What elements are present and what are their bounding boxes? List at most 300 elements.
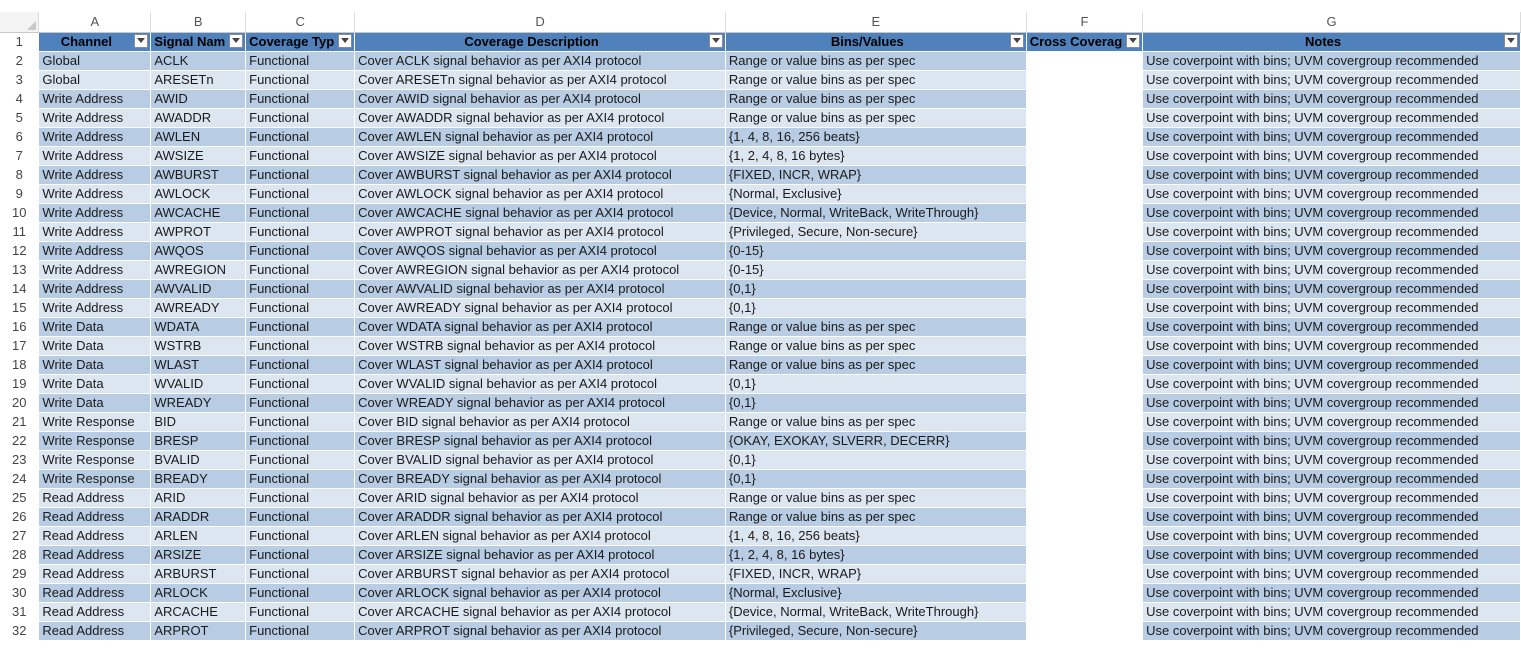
cell-signal-name[interactable]: AWLOCK: [151, 184, 246, 203]
row-number[interactable]: 29: [0, 564, 39, 583]
cell-channel[interactable]: Global: [39, 70, 151, 89]
header-notes[interactable]: [1143, 32, 1521, 51]
row-number[interactable]: 27: [0, 526, 39, 545]
cell-coverage-type[interactable]: Functional: [246, 488, 355, 507]
cell-cross-coverage[interactable]: [1026, 279, 1142, 298]
header-coverage-description[interactable]: [355, 32, 726, 51]
cell-coverage-type[interactable]: Functional: [246, 431, 355, 450]
row-number[interactable]: 5: [0, 108, 39, 127]
row-number[interactable]: 15: [0, 298, 39, 317]
cell-bins-values[interactable]: {0,1}: [725, 298, 1026, 317]
cell-notes[interactable]: Use coverpoint with bins; UVM covergroup recommended: [1143, 241, 1521, 260]
cell-notes[interactable]: Use coverpoint with bins; UVM covergroup recommended: [1143, 336, 1521, 355]
cell-bins-values[interactable]: {1, 2, 4, 8, 16 bytes}: [725, 545, 1026, 564]
cell-coverage-description[interactable]: Cover AWREADY signal behavior as per AXI4 protocol: [355, 298, 726, 317]
row-number[interactable]: 8: [0, 165, 39, 184]
cell-signal-name[interactable]: BVALID: [151, 450, 246, 469]
column-letter-f[interactable]: F: [1026, 12, 1142, 32]
row-number[interactable]: 9: [0, 184, 39, 203]
cell-cross-coverage[interactable]: [1026, 184, 1142, 203]
table-row: [0, 70, 1521, 89]
cell-bins-values[interactable]: Range or value bins as per spec: [725, 70, 1026, 89]
table-row: [0, 602, 1521, 621]
cell-notes[interactable]: Use coverpoint with bins; UVM covergroup recommended: [1143, 317, 1521, 336]
row-number[interactable]: 13: [0, 260, 39, 279]
cell-channel[interactable]: Write Data: [39, 374, 151, 393]
cell-notes[interactable]: Use coverpoint with bins; UVM covergroup recommended: [1143, 70, 1521, 89]
cell-bins-values[interactable]: {1, 2, 4, 8, 16 bytes}: [725, 146, 1026, 165]
cell-bins-values[interactable]: {FIXED, INCR, WRAP}: [725, 564, 1026, 583]
cell-channel[interactable]: Write Address: [39, 146, 151, 165]
cell-cross-coverage[interactable]: [1026, 488, 1142, 507]
cell-signal-name[interactable]: AWSIZE: [151, 146, 246, 165]
cell-coverage-description[interactable]: Cover ARBURST signal behavior as per AXI4 protocol: [355, 564, 726, 583]
cell-cross-coverage[interactable]: [1026, 621, 1142, 640]
cell-coverage-description[interactable]: Cover AWSIZE signal behavior as per AXI4 protocol: [355, 146, 726, 165]
cell-coverage-type[interactable]: Functional: [246, 203, 355, 222]
cell-signal-name[interactable]: AWLEN: [151, 127, 246, 146]
cell-coverage-description[interactable]: Cover ARID signal behavior as per AXI4 protocol: [355, 488, 726, 507]
cell-bins-values[interactable]: Range or value bins as per spec: [725, 412, 1026, 431]
row-number[interactable]: 1: [0, 32, 39, 51]
cell-cross-coverage[interactable]: [1026, 412, 1142, 431]
cell-channel[interactable]: Read Address: [39, 488, 151, 507]
cell-notes[interactable]: Use coverpoint with bins; UVM covergroup recommended: [1143, 469, 1521, 488]
table-row: [0, 127, 1521, 146]
cell-cross-coverage[interactable]: [1026, 127, 1142, 146]
cell-coverage-description[interactable]: Cover WLAST signal behavior as per AXI4 protocol: [355, 355, 726, 374]
select-all-corner[interactable]: [0, 12, 39, 32]
filter-dropdown-icon[interactable]: [229, 34, 243, 48]
cell-bins-values[interactable]: Range or value bins as per spec: [725, 355, 1026, 374]
cell-channel[interactable]: Write Data: [39, 336, 151, 355]
cell-channel[interactable]: Write Response: [39, 450, 151, 469]
cell-notes[interactable]: Use coverpoint with bins; UVM covergroup recommended: [1143, 526, 1521, 545]
cell-cross-coverage[interactable]: [1026, 51, 1142, 70]
cell-bins-values[interactable]: Range or value bins as per spec: [725, 507, 1026, 526]
row-number[interactable]: 31: [0, 602, 39, 621]
row-number[interactable]: 18: [0, 355, 39, 374]
cell-cross-coverage[interactable]: [1026, 450, 1142, 469]
cell-bins-values[interactable]: Range or value bins as per spec: [725, 317, 1026, 336]
cell-cross-coverage[interactable]: [1026, 260, 1142, 279]
cell-coverage-type[interactable]: Functional: [246, 222, 355, 241]
header-signal-name[interactable]: [151, 32, 246, 51]
cell-notes[interactable]: Use coverpoint with bins; UVM covergroup recommended: [1143, 51, 1521, 70]
cell-cross-coverage[interactable]: [1026, 222, 1142, 241]
column-letter-d[interactable]: D: [355, 12, 726, 32]
cell-notes[interactable]: Use coverpoint with bins; UVM covergroup recommended: [1143, 412, 1521, 431]
cell-bins-values[interactable]: {Privileged, Secure, Non-secure}: [725, 222, 1026, 241]
cell-signal-name[interactable]: ARLOCK: [151, 583, 246, 602]
cell-bins-values[interactable]: {0,1}: [725, 374, 1026, 393]
cell-coverage-description[interactable]: Cover AWADDR signal behavior as per AXI4 protocol: [355, 108, 726, 127]
cell-coverage-type[interactable]: Functional: [246, 184, 355, 203]
cell-channel[interactable]: Write Data: [39, 317, 151, 336]
cell-bins-values[interactable]: {OKAY, EXOKAY, SLVERR, DECERR}: [725, 431, 1026, 450]
cell-cross-coverage[interactable]: [1026, 602, 1142, 621]
cell-notes[interactable]: Use coverpoint with bins; UVM covergroup recommended: [1143, 222, 1521, 241]
cell-notes[interactable]: Use coverpoint with bins; UVM covergroup recommended: [1143, 431, 1521, 450]
row-number[interactable]: 11: [0, 222, 39, 241]
cell-cross-coverage[interactable]: [1026, 374, 1142, 393]
cell-coverage-type[interactable]: Functional: [246, 469, 355, 488]
cell-cross-coverage[interactable]: [1026, 298, 1142, 317]
table-row: [0, 431, 1521, 450]
cell-bins-values[interactable]: {0,1}: [725, 279, 1026, 298]
table-row: [0, 108, 1521, 127]
cell-signal-name[interactable]: AWBURST: [151, 165, 246, 184]
cell-bins-values[interactable]: Range or value bins as per spec: [725, 336, 1026, 355]
cell-channel[interactable]: Read Address: [39, 621, 151, 640]
cell-coverage-type[interactable]: Functional: [246, 146, 355, 165]
cell-channel[interactable]: Read Address: [39, 602, 151, 621]
cell-coverage-type[interactable]: Functional: [246, 165, 355, 184]
row-number[interactable]: 25: [0, 488, 39, 507]
cell-channel[interactable]: Read Address: [39, 526, 151, 545]
cell-cross-coverage[interactable]: [1026, 583, 1142, 602]
cell-coverage-type[interactable]: Functional: [246, 279, 355, 298]
table-row: [0, 469, 1521, 488]
row-number[interactable]: 3: [0, 70, 39, 89]
cell-cross-coverage[interactable]: [1026, 165, 1142, 184]
cell-channel[interactable]: Read Address: [39, 583, 151, 602]
cell-notes[interactable]: Use coverpoint with bins; UVM covergroup recommended: [1143, 260, 1521, 279]
cell-coverage-type[interactable]: Functional: [246, 336, 355, 355]
cell-bins-values[interactable]: Range or value bins as per spec: [725, 108, 1026, 127]
cell-notes[interactable]: Use coverpoint with bins; UVM covergroup recommended: [1143, 355, 1521, 374]
cell-cross-coverage[interactable]: [1026, 545, 1142, 564]
cell-notes[interactable]: Use coverpoint with bins; UVM covergroup recommended: [1143, 184, 1521, 203]
cell-coverage-description[interactable]: Cover BVALID signal behavior as per AXI4 protocol: [355, 450, 726, 469]
cell-channel[interactable]: Write Address: [39, 241, 151, 260]
cell-coverage-type[interactable]: Functional: [246, 621, 355, 640]
cell-signal-name[interactable]: ARID: [151, 488, 246, 507]
cell-coverage-description[interactable]: Cover BRESP signal behavior as per AXI4 protocol: [355, 431, 726, 450]
header-coverage-type[interactable]: [246, 32, 355, 51]
cell-cross-coverage[interactable]: [1026, 89, 1142, 108]
filter-dropdown-icon[interactable]: [134, 34, 148, 48]
cell-coverage-type[interactable]: Functional: [246, 298, 355, 317]
cell-coverage-type[interactable]: Functional: [246, 51, 355, 70]
cell-coverage-description[interactable]: Cover AWLEN signal behavior as per AXI4 protocol: [355, 127, 726, 146]
row-number[interactable]: 32: [0, 621, 39, 640]
cell-coverage-type[interactable]: Functional: [246, 583, 355, 602]
cell-channel[interactable]: Write Address: [39, 222, 151, 241]
row-number[interactable]: 17: [0, 336, 39, 355]
cell-signal-name[interactable]: AWREADY: [151, 298, 246, 317]
cell-cross-coverage[interactable]: [1026, 564, 1142, 583]
cell-coverage-description[interactable]: Cover AWVALID signal behavior as per AXI4 protocol: [355, 279, 726, 298]
cell-notes[interactable]: Use coverpoint with bins; UVM covergroup recommended: [1143, 298, 1521, 317]
cell-coverage-description[interactable]: Cover WDATA signal behavior as per AXI4 protocol: [355, 317, 726, 336]
cell-coverage-description[interactable]: Cover BID signal behavior as per AXI4 protocol: [355, 412, 726, 431]
table-row: [0, 564, 1521, 583]
table-row: [0, 583, 1521, 602]
cell-signal-name[interactable]: AWQOS: [151, 241, 246, 260]
column-letter-a[interactable]: A: [39, 12, 151, 32]
cell-signal-name[interactable]: AWPROT: [151, 222, 246, 241]
cell-signal-name[interactable]: AWADDR: [151, 108, 246, 127]
cell-coverage-description[interactable]: Cover AWID signal behavior as per AXI4 protocol: [355, 89, 726, 108]
cell-coverage-type[interactable]: Functional: [246, 108, 355, 127]
cell-coverage-type[interactable]: Functional: [246, 241, 355, 260]
cell-cross-coverage[interactable]: [1026, 203, 1142, 222]
header-label: Bins/Values: [830, 33, 904, 49]
cell-cross-coverage[interactable]: [1026, 469, 1142, 488]
cell-signal-name[interactable]: ARADDR: [151, 507, 246, 526]
table-row: [0, 89, 1521, 108]
cell-signal-name[interactable]: AWVALID: [151, 279, 246, 298]
cell-notes[interactable]: Use coverpoint with bins; UVM covergroup recommended: [1143, 507, 1521, 526]
table-row: [0, 51, 1521, 70]
header-channel[interactable]: [39, 32, 151, 51]
cell-coverage-description[interactable]: Cover ARADDR signal behavior as per AXI4 protocol: [355, 507, 726, 526]
cell-coverage-description[interactable]: Cover ARLEN signal behavior as per AXI4 protocol: [355, 526, 726, 545]
cell-coverage-type[interactable]: Functional: [246, 602, 355, 621]
cell-coverage-type[interactable]: Functional: [246, 374, 355, 393]
row-number[interactable]: 12: [0, 241, 39, 260]
cell-bins-values[interactable]: {1, 4, 8, 16, 256 beats}: [725, 127, 1026, 146]
cell-coverage-description[interactable]: Cover AWCACHE signal behavior as per AXI4 protocol: [355, 203, 726, 222]
row-number[interactable]: 24: [0, 469, 39, 488]
cell-channel[interactable]: Write Data: [39, 355, 151, 374]
table-row: [0, 374, 1521, 393]
cell-coverage-type[interactable]: Functional: [246, 450, 355, 469]
cell-coverage-type[interactable]: Functional: [246, 393, 355, 412]
cell-notes[interactable]: Use coverpoint with bins; UVM covergroup recommended: [1143, 450, 1521, 469]
cell-channel[interactable]: Write Address: [39, 260, 151, 279]
cell-bins-values[interactable]: {1, 4, 8, 16, 256 beats}: [725, 526, 1026, 545]
row-number[interactable]: 19: [0, 374, 39, 393]
cell-signal-name[interactable]: AWCACHE: [151, 203, 246, 222]
cell-channel[interactable]: Write Response: [39, 412, 151, 431]
cell-notes[interactable]: Use coverpoint with bins; UVM covergroup recommended: [1143, 602, 1521, 621]
cell-notes[interactable]: Use coverpoint with bins; UVM covergroup recommended: [1143, 89, 1521, 108]
cell-coverage-type[interactable]: Functional: [246, 507, 355, 526]
row-number[interactable]: 30: [0, 583, 39, 602]
cell-cross-coverage[interactable]: [1026, 431, 1142, 450]
cell-signal-name[interactable]: ARSIZE: [151, 545, 246, 564]
cell-signal-name[interactable]: ARLEN: [151, 526, 246, 545]
cell-bins-values[interactable]: {0,1}: [725, 450, 1026, 469]
row-number[interactable]: 26: [0, 507, 39, 526]
cell-cross-coverage[interactable]: [1026, 355, 1142, 374]
cell-signal-name[interactable]: ARCACHE: [151, 602, 246, 621]
cell-coverage-type[interactable]: Functional: [246, 355, 355, 374]
cell-cross-coverage[interactable]: [1026, 393, 1142, 412]
cell-signal-name[interactable]: WDATA: [151, 317, 246, 336]
cell-channel[interactable]: Write Response: [39, 469, 151, 488]
table-row: [0, 184, 1521, 203]
row-number[interactable]: 7: [0, 146, 39, 165]
header-bins-values[interactable]: [725, 32, 1026, 51]
cell-coverage-description[interactable]: Cover ARCACHE signal behavior as per AXI4 protocol: [355, 602, 726, 621]
cell-channel[interactable]: Write Address: [39, 89, 151, 108]
row-number[interactable]: 20: [0, 393, 39, 412]
cell-bins-values[interactable]: {Device, Normal, WriteBack, WriteThrough}: [725, 602, 1026, 621]
row-number[interactable]: 22: [0, 431, 39, 450]
cell-signal-name[interactable]: ACLK: [151, 51, 246, 70]
table-row: [0, 317, 1521, 336]
column-letter-row: [0, 12, 1521, 32]
row-number[interactable]: 28: [0, 545, 39, 564]
worksheet-grid: [0, 12, 1521, 641]
cell-signal-name[interactable]: WREADY: [151, 393, 246, 412]
filter-dropdown-icon[interactable]: [1010, 34, 1024, 48]
cell-bins-values[interactable]: {FIXED, INCR, WRAP}: [725, 165, 1026, 184]
cell-signal-name[interactable]: WVALID: [151, 374, 246, 393]
cell-coverage-description[interactable]: Cover ARSIZE signal behavior as per AXI4 protocol: [355, 545, 726, 564]
row-number[interactable]: 6: [0, 127, 39, 146]
table-row: [0, 298, 1521, 317]
cell-channel[interactable]: Write Data: [39, 393, 151, 412]
filter-dropdown-icon[interactable]: [1504, 34, 1518, 48]
filter-dropdown-icon[interactable]: [338, 34, 352, 48]
cell-notes[interactable]: Use coverpoint with bins; UVM covergroup recommended: [1143, 279, 1521, 298]
cell-signal-name[interactable]: WSTRB: [151, 336, 246, 355]
cell-channel[interactable]: Read Address: [39, 507, 151, 526]
cell-coverage-description[interactable]: Cover WSTRB signal behavior as per AXI4 protocol: [355, 336, 726, 355]
cell-coverage-type[interactable]: Functional: [246, 545, 355, 564]
cell-notes[interactable]: Use coverpoint with bins; UVM covergroup recommended: [1143, 488, 1521, 507]
cell-signal-name[interactable]: AWREGION: [151, 260, 246, 279]
cell-channel[interactable]: Write Address: [39, 279, 151, 298]
filter-dropdown-icon[interactable]: [709, 34, 723, 48]
cell-bins-values[interactable]: Range or value bins as per spec: [725, 51, 1026, 70]
cell-signal-name[interactable]: BREADY: [151, 469, 246, 488]
cell-signal-name[interactable]: BID: [151, 412, 246, 431]
header-cross-coverage[interactable]: [1026, 32, 1142, 51]
cell-coverage-type[interactable]: Functional: [246, 526, 355, 545]
cell-bins-values[interactable]: Range or value bins as per spec: [725, 488, 1026, 507]
cell-signal-name[interactable]: AWID: [151, 89, 246, 108]
cell-notes[interactable]: Use coverpoint with bins; UVM covergroup recommended: [1143, 545, 1521, 564]
row-number[interactable]: 23: [0, 450, 39, 469]
cell-bins-values[interactable]: {0,1}: [725, 469, 1026, 488]
cell-cross-coverage[interactable]: [1026, 526, 1142, 545]
cell-channel[interactable]: Write Response: [39, 431, 151, 450]
row-number[interactable]: 10: [0, 203, 39, 222]
cell-channel[interactable]: Write Address: [39, 165, 151, 184]
cell-coverage-description[interactable]: Cover AWPROT signal behavior as per AXI4 protocol: [355, 222, 726, 241]
cell-bins-values[interactable]: Range or value bins as per spec: [725, 89, 1026, 108]
table-row: [0, 146, 1521, 165]
cell-notes[interactable]: Use coverpoint with bins; UVM covergroup recommended: [1143, 108, 1521, 127]
table-row: [0, 545, 1521, 564]
cell-bins-values[interactable]: {Normal, Exclusive}: [725, 583, 1026, 602]
cell-bins-values[interactable]: {Device, Normal, WriteBack, WriteThrough}: [725, 203, 1026, 222]
header-label: Signal Nam: [154, 33, 226, 49]
column-letter-c[interactable]: C: [246, 12, 355, 32]
cell-channel[interactable]: Write Address: [39, 203, 151, 222]
cell-notes[interactable]: Use coverpoint with bins; UVM covergroup recommended: [1143, 146, 1521, 165]
cell-signal-name[interactable]: ARPROT: [151, 621, 246, 640]
row-number[interactable]: 4: [0, 89, 39, 108]
table-row: [0, 507, 1521, 526]
table-row: [0, 336, 1521, 355]
cell-cross-coverage[interactable]: [1026, 241, 1142, 260]
cell-cross-coverage[interactable]: [1026, 317, 1142, 336]
cell-coverage-type[interactable]: Functional: [246, 70, 355, 89]
cell-coverage-description[interactable]: Cover ACLK signal behavior as per AXI4 protocol: [355, 51, 726, 70]
row-number[interactable]: 14: [0, 279, 39, 298]
cell-notes[interactable]: Use coverpoint with bins; UVM covergroup recommended: [1143, 374, 1521, 393]
cell-channel[interactable]: Write Address: [39, 108, 151, 127]
cell-coverage-type[interactable]: Functional: [246, 127, 355, 146]
table-row: [0, 222, 1521, 241]
cell-signal-name[interactable]: ARBURST: [151, 564, 246, 583]
cell-coverage-description[interactable]: Cover BREADY signal behavior as per AXI4 protocol: [355, 469, 726, 488]
cell-channel[interactable]: Global: [39, 51, 151, 70]
cell-coverage-description[interactable]: Cover ARPROT signal behavior as per AXI4 protocol: [355, 621, 726, 640]
row-number[interactable]: 21: [0, 412, 39, 431]
cell-bins-values[interactable]: {0-15}: [725, 260, 1026, 279]
cell-notes[interactable]: Use coverpoint with bins; UVM covergroup recommended: [1143, 203, 1521, 222]
column-letter-b[interactable]: B: [151, 12, 246, 32]
cell-channel[interactable]: Write Address: [39, 298, 151, 317]
cell-notes[interactable]: Use coverpoint with bins; UVM covergroup recommended: [1143, 564, 1521, 583]
cell-coverage-description[interactable]: Cover AWREGION signal behavior as per AXI4 protocol: [355, 260, 726, 279]
column-letter-e[interactable]: E: [725, 12, 1026, 32]
cell-coverage-description[interactable]: Cover WVALID signal behavior as per AXI4 protocol: [355, 374, 726, 393]
row-number[interactable]: 16: [0, 317, 39, 336]
cell-coverage-description[interactable]: Cover ARESETn signal behavior as per AXI4 protocol: [355, 70, 726, 89]
cell-cross-coverage[interactable]: [1026, 70, 1142, 89]
cell-cross-coverage[interactable]: [1026, 146, 1142, 165]
cell-coverage-type[interactable]: Functional: [246, 564, 355, 583]
cell-coverage-description[interactable]: Cover AWLOCK signal behavior as per AXI4 protocol: [355, 184, 726, 203]
table-row: [0, 279, 1521, 298]
cell-coverage-type[interactable]: Functional: [246, 412, 355, 431]
cell-coverage-description[interactable]: Cover WREADY signal behavior as per AXI4 protocol: [355, 393, 726, 412]
cell-notes[interactable]: Use coverpoint with bins; UVM covergroup recommended: [1143, 127, 1521, 146]
cell-signal-name[interactable]: BRESP: [151, 431, 246, 450]
cell-coverage-type[interactable]: Functional: [246, 260, 355, 279]
cell-channel[interactable]: Read Address: [39, 545, 151, 564]
cell-notes[interactable]: Use coverpoint with bins; UVM covergroup recommended: [1143, 393, 1521, 412]
cell-coverage-type[interactable]: Functional: [246, 317, 355, 336]
cell-cross-coverage[interactable]: [1026, 507, 1142, 526]
cell-signal-name[interactable]: WLAST: [151, 355, 246, 374]
row-number[interactable]: 2: [0, 51, 39, 70]
cell-coverage-description[interactable]: Cover AWQOS signal behavior as per AXI4 protocol: [355, 241, 726, 260]
table-header-row: [0, 32, 1521, 51]
filter-dropdown-icon[interactable]: [1126, 34, 1140, 48]
cell-channel[interactable]: Write Address: [39, 184, 151, 203]
cell-bins-values[interactable]: {0,1}: [725, 393, 1026, 412]
cell-notes[interactable]: Use coverpoint with bins; UVM covergroup recommended: [1143, 165, 1521, 184]
cell-bins-values[interactable]: {Privileged, Secure, Non-secure}: [725, 621, 1026, 640]
cell-coverage-type[interactable]: Functional: [246, 89, 355, 108]
table-row: [0, 488, 1521, 507]
table-row: [0, 526, 1521, 545]
table-row: [0, 412, 1521, 431]
cell-bins-values[interactable]: {Normal, Exclusive}: [725, 184, 1026, 203]
cell-cross-coverage[interactable]: [1026, 336, 1142, 355]
column-letter-g[interactable]: G: [1143, 12, 1521, 32]
cell-coverage-description[interactable]: Cover ARLOCK signal behavior as per AXI4 protocol: [355, 583, 726, 602]
cell-channel[interactable]: Read Address: [39, 564, 151, 583]
cell-signal-name[interactable]: ARESETn: [151, 70, 246, 89]
cell-coverage-description[interactable]: Cover AWBURST signal behavior as per AXI4 protocol: [355, 165, 726, 184]
cell-cross-coverage[interactable]: [1026, 108, 1142, 127]
header-label: Notes: [1305, 33, 1342, 49]
cell-notes[interactable]: Use coverpoint with bins; UVM covergroup recommended: [1143, 621, 1521, 640]
cell-channel[interactable]: Write Address: [39, 127, 151, 146]
cell-bins-values[interactable]: {0-15}: [725, 241, 1026, 260]
cell-notes[interactable]: Use coverpoint with bins; UVM covergroup recommended: [1143, 583, 1521, 602]
